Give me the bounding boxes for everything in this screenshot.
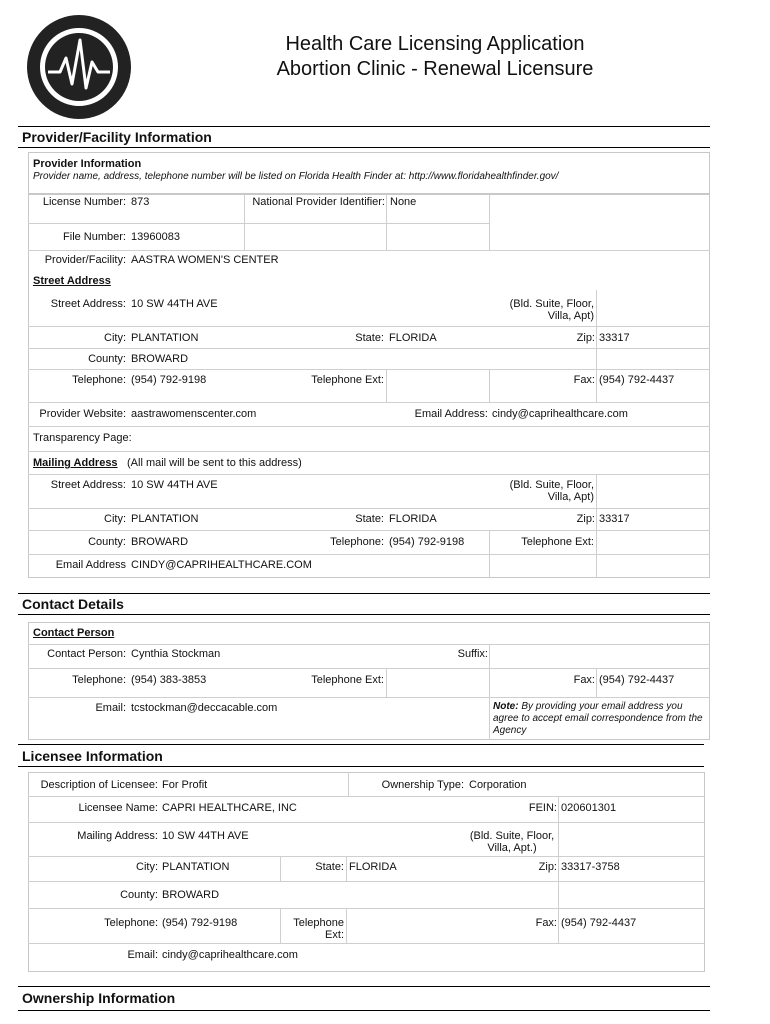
- file-number-label: File Number:: [63, 231, 126, 243]
- ownership-section-title: Ownership Information: [22, 990, 176, 1006]
- ownership-type-value: Corporation: [469, 779, 527, 791]
- mail-email-value: CINDY@CAPRIHEALTHCARE.COM: [131, 559, 312, 571]
- agency-seal-logo: [26, 14, 132, 120]
- city-value: PLANTATION: [131, 332, 199, 344]
- mail-city-label: City:: [104, 513, 126, 525]
- licensee-city-label: City:: [136, 861, 158, 873]
- mail-zip-value: 33317: [599, 513, 630, 525]
- file-number-value: 13960083: [131, 231, 180, 243]
- county-label: County:: [88, 353, 126, 365]
- telephone-value: (954) 792-9198: [131, 374, 207, 386]
- suffix-label: Suffix:: [457, 648, 488, 660]
- mail-state-value: FLORIDA: [389, 513, 437, 525]
- licensee-section-header: [18, 744, 704, 768]
- mailing-address-note: (All mail will be sent to this address): [127, 457, 302, 469]
- street-address-heading: Street Address: [33, 275, 111, 287]
- mail-street-value: 10 SW 44TH AVE: [131, 479, 218, 491]
- licensee-suite-label: (Bld. Suite, Floor, Villa, Apt.): [469, 830, 555, 854]
- mail-street-label: Street Address:: [50, 479, 126, 491]
- contact-section-title: Contact Details: [22, 596, 124, 612]
- mail-state-label: State:: [355, 513, 384, 525]
- mail-city-value: PLANTATION: [131, 513, 199, 525]
- county-value: BROWARD: [131, 353, 189, 365]
- licensee-name-label: Licensee Name:: [78, 802, 158, 814]
- street-address-label: Street Address:: [50, 298, 126, 310]
- mail-telephone-ext-label: Telephone Ext:: [521, 536, 594, 548]
- mail-telephone-label: Telephone:: [330, 536, 384, 548]
- contact-section-header: [18, 593, 710, 617]
- ownership-type-label: Ownership Type:: [381, 779, 464, 791]
- contact-fax-label: Fax:: [573, 674, 595, 686]
- licensee-city-value: PLANTATION: [162, 861, 230, 873]
- licensee-telephone-label: Telephone:: [104, 917, 158, 929]
- contact-email-value: tcstockman@deccacable.com: [131, 702, 278, 714]
- note-bold-label: Note:: [493, 701, 519, 712]
- licensee-section-title: Licensee Information: [22, 748, 163, 764]
- licensee-fax-label: Fax:: [535, 917, 557, 929]
- state-value: FLORIDA: [389, 332, 437, 344]
- mail-telephone-value: (954) 792-9198: [389, 536, 465, 548]
- licensee-state-value: FLORIDA: [349, 861, 397, 873]
- contact-telephone-label: Telephone:: [72, 674, 126, 686]
- licensee-state-label: State:: [315, 861, 344, 873]
- street-address-value: 10 SW 44TH AVE: [131, 298, 218, 310]
- suite-label: (Bld. Suite, Floor, Villa, Apt): [509, 298, 594, 322]
- contact-email-label: Email:: [95, 702, 126, 714]
- ownership-section-header: [18, 986, 710, 1012]
- email-value: cindy@caprihealthcare.com: [492, 408, 628, 420]
- provider-section-title: Provider/Facility Information: [22, 129, 212, 145]
- mail-email-label: Email Address: [55, 559, 126, 571]
- form-title-line2: Abortion Clinic - Renewal Licensure: [276, 58, 594, 80]
- facility-label: Provider/Facility:: [44, 254, 126, 266]
- zip-label: Zip:: [576, 332, 595, 344]
- contact-person-heading: Contact Person: [33, 627, 115, 639]
- email-consent-note: [493, 701, 707, 737]
- mail-county-value: BROWARD: [131, 536, 189, 548]
- state-label: State:: [355, 332, 384, 344]
- licensee-telephone-value: (954) 792-9198: [162, 917, 238, 929]
- description-label: Description of Licensee:: [40, 779, 158, 791]
- facility-value: AASTRA WOMEN'S CENTER: [131, 254, 279, 266]
- form-title-line1: Health Care Licensing Application: [285, 33, 585, 55]
- fein-value: 020601301: [561, 802, 617, 814]
- mail-suite-label: (Bld. Suite, Floor, Villa, Apt): [509, 479, 594, 503]
- fax-value: (954) 792-4437: [599, 374, 675, 386]
- description-value: For Profit: [162, 779, 208, 791]
- licensee-county-value: BROWARD: [162, 889, 220, 901]
- website-value: aastrawomenscenter.com: [131, 408, 257, 420]
- website-label: Provider Website:: [39, 408, 126, 420]
- mailing-address-heading: Mailing Address: [33, 457, 118, 469]
- zip-value: 33317: [599, 332, 630, 344]
- contact-telephone-value: (954) 383-3853: [131, 674, 207, 686]
- fein-label: FEIN:: [528, 802, 557, 814]
- licensee-email-value: cindy@caprihealthcare.com: [162, 949, 298, 961]
- provider-info-title: Provider Information: [33, 158, 142, 170]
- mail-county-label: County:: [88, 536, 126, 548]
- licensee-telephone-ext-label: Telephone Ext:: [293, 917, 344, 941]
- transparency-label: Transparency Page:: [33, 432, 132, 444]
- licensee-email-label: Email:: [127, 949, 158, 961]
- provider-section-header: [18, 126, 710, 150]
- licensee-zip-label: Zip:: [538, 861, 557, 873]
- note-text: By providing your email address you agree to accept email correspondence from the Agency: [493, 701, 703, 736]
- licensee-fax-value: (954) 792-4437: [561, 917, 637, 929]
- fax-label: Fax:: [573, 374, 595, 386]
- city-label: City:: [104, 332, 126, 344]
- contact-telephone-ext-label: Telephone Ext:: [311, 674, 384, 686]
- contact-person-label: Contact Person:: [47, 648, 126, 660]
- licensee-zip-value: 33317-3758: [561, 861, 620, 873]
- telephone-label: Telephone:: [72, 374, 126, 386]
- npi-value: None: [390, 196, 417, 208]
- licensee-name-value: CAPRI HEALTHCARE, INC: [162, 802, 297, 814]
- contact-person-value: Cynthia Stockman: [131, 648, 221, 660]
- npi-label: National Provider Identifier:: [252, 196, 385, 208]
- provider-info-note: Provider name, address, telephone number will be listed on Florida Health Finder at: http://www.floridahealthfinder.gov/: [33, 171, 559, 182]
- licensee-mailing-label: Mailing Address:: [77, 830, 158, 842]
- license-number-label: License Number:: [42, 196, 126, 208]
- telephone-ext-label: Telephone Ext:: [311, 374, 384, 386]
- mail-zip-label: Zip:: [576, 513, 595, 525]
- licensee-mailing-value: 10 SW 44TH AVE: [162, 830, 249, 842]
- contact-fax-value: (954) 792-4437: [599, 674, 675, 686]
- license-number-value: 873: [131, 196, 150, 208]
- email-label: Email Address:: [414, 408, 488, 420]
- licensee-county-label: County:: [120, 889, 158, 901]
